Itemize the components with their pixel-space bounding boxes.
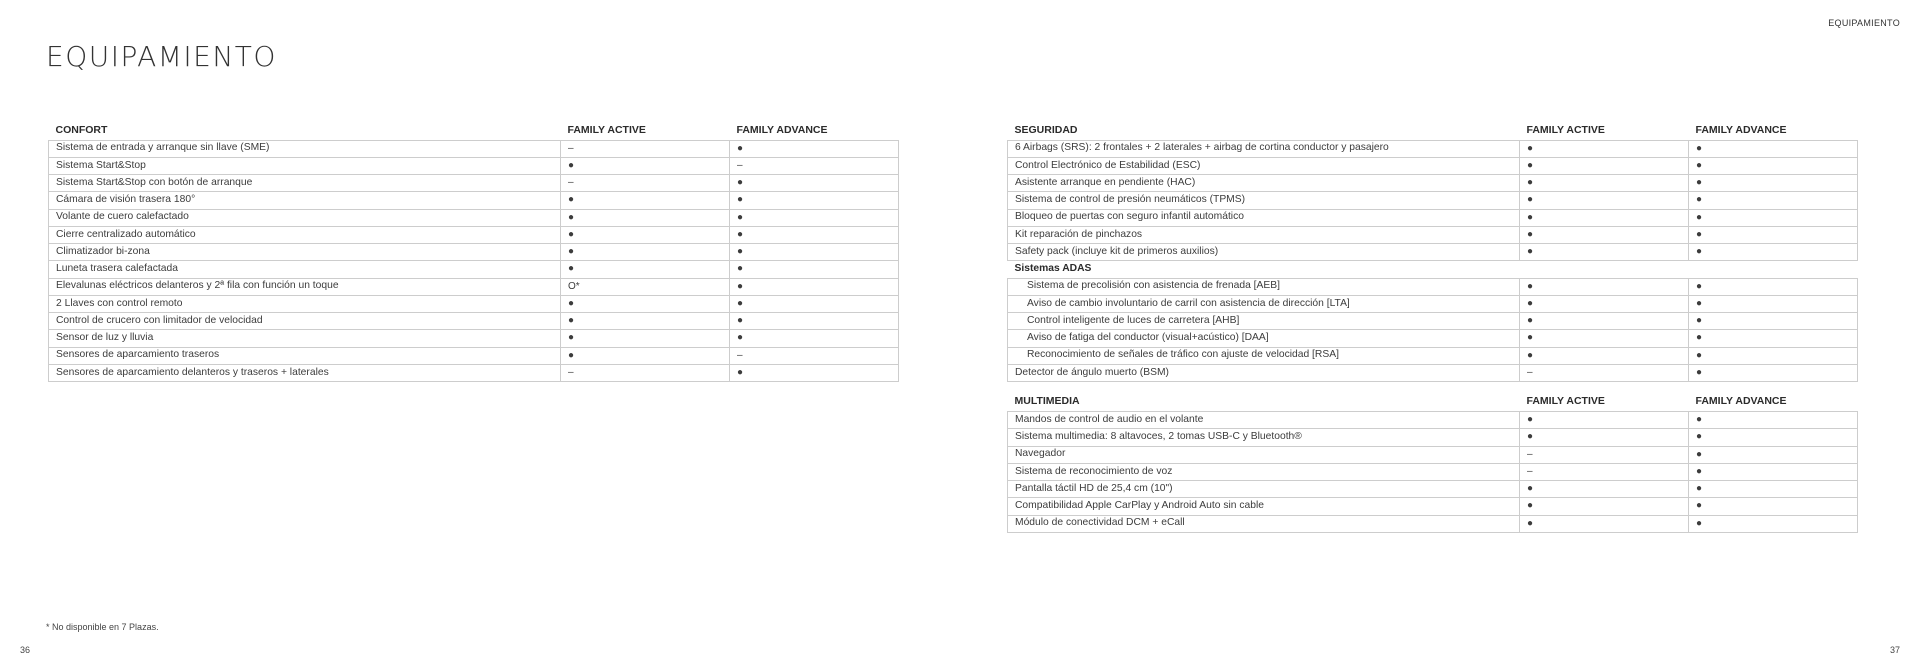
table-row (49, 330, 899, 347)
family-advance-value: ● (1689, 481, 1858, 498)
family-advance-value: ● (730, 261, 899, 278)
feature-label: Detector de ángulo muerto (BSM) (1008, 364, 1520, 381)
feature-label: Climatizador bi-zona (49, 244, 561, 261)
family-advance-value: ● (1689, 347, 1858, 364)
family-advance-value: – (730, 347, 899, 364)
multimedia-body (1008, 390, 1858, 533)
family-active-value: – (1520, 364, 1689, 381)
family-advance-value: ● (1689, 226, 1858, 243)
family-active-value: ● (561, 209, 730, 226)
table-row (49, 347, 899, 364)
family-active-value: ● (1520, 157, 1689, 174)
table-row (49, 261, 899, 278)
feature-label: Sistema de entrada y arranque sin llave (SME) (49, 140, 561, 157)
feature-label: Luneta trasera calefactada (49, 261, 561, 278)
seguridad-col-family-advance: FAMILY ADVANCE (1695, 123, 1787, 136)
family-advance-value: ● (730, 192, 899, 209)
table-row (1008, 209, 1858, 226)
family-active-value: ● (561, 313, 730, 330)
family-active-value: ● (1520, 226, 1689, 243)
confort-table (48, 118, 899, 382)
table-row (1008, 175, 1858, 192)
feature-label: Control Electrónico de Estabilidad (ESC) (1008, 157, 1520, 174)
feature-label: Safety pack (incluye kit de primeros auxilios) (1008, 244, 1520, 261)
seguridad-body (1008, 140, 1858, 390)
feature-label: Elevalunas eléctricos delanteros y 2ª fila con función un toque (49, 278, 561, 295)
family-advance-value: ● (1689, 175, 1858, 192)
family-advance-value: ● (730, 140, 899, 157)
feature-label: Sistema Start&Stop (49, 157, 561, 174)
confort-col-family-active: FAMILY ACTIVE (567, 123, 646, 136)
family-advance-value: ● (1689, 157, 1858, 174)
family-active-value: ● (1520, 140, 1689, 157)
table-row (1008, 429, 1858, 446)
adas-group-row (1008, 261, 1858, 278)
feature-label: Sistema de precolisión con asistencia de frenada [AEB] (1008, 278, 1520, 295)
table-row (49, 192, 899, 209)
family-advance-value: ● (730, 244, 899, 261)
family-active-value: O* (561, 278, 730, 295)
feature-label: Cierre centralizado automático (49, 226, 561, 243)
family-advance-value: ● (1689, 278, 1858, 295)
family-advance-value: ● (1689, 364, 1858, 381)
feature-label: Asistente arranque en pendiente (HAC) (1008, 175, 1520, 192)
multimedia-col-family-advance: FAMILY ADVANCE (1695, 395, 1787, 407)
section-spacer (1008, 382, 1858, 390)
feature-label: Control de crucero con limitador de velocidad (49, 313, 561, 330)
confort-section-title: CONFORT (55, 123, 108, 136)
family-advance-value: – (730, 157, 899, 174)
family-advance-value: ● (730, 295, 899, 312)
family-active-value: – (561, 364, 730, 381)
page-title: EQUIPAMIENTO (46, 40, 277, 73)
table-row (49, 295, 899, 312)
feature-label: Pantalla táctil HD de 25,4 cm (10") (1008, 481, 1520, 498)
seguridad-header-row (1008, 118, 1858, 140)
family-active-value: ● (1520, 244, 1689, 261)
table-row (1008, 481, 1858, 498)
family-advance-value: ● (1689, 498, 1858, 515)
family-active-value: ● (1520, 295, 1689, 312)
table-row (49, 175, 899, 192)
table-row (1008, 446, 1858, 463)
family-advance-value: ● (730, 330, 899, 347)
adas-group-title: Sistemas ADAS (1014, 263, 1092, 275)
family-active-value: ● (561, 244, 730, 261)
table-row (49, 226, 899, 243)
table-row (1008, 515, 1858, 532)
table-row (1008, 412, 1858, 429)
family-active-value: ● (1520, 313, 1689, 330)
feature-label: Módulo de conectividad DCM + eCall (1008, 515, 1520, 532)
family-active-value: ● (1520, 330, 1689, 347)
feature-label: Reconocimiento de señales de tráfico con ajuste de velocidad [RSA] (1008, 347, 1520, 364)
family-advance-value: ● (1689, 140, 1858, 157)
table-row (1008, 330, 1858, 347)
family-active-value: – (1520, 446, 1689, 463)
table-row (1008, 157, 1858, 174)
family-advance-value: ● (1689, 209, 1858, 226)
feature-label: Compatibilidad Apple CarPlay y Android Auto sin cable (1008, 498, 1520, 515)
feature-label: Control inteligente de luces de carretera [AHB] (1008, 313, 1520, 330)
family-advance-value: ● (1689, 463, 1858, 480)
table-row (1008, 313, 1858, 330)
table-row (1008, 463, 1858, 480)
family-active-value: ● (1520, 209, 1689, 226)
table-row (1008, 140, 1858, 157)
seguridad-col-family-active: FAMILY ACTIVE (1526, 123, 1605, 136)
table-row (1008, 192, 1858, 209)
feature-label: Sensores de aparcamiento delanteros y traseros + laterales (49, 364, 561, 381)
multimedia-section-title: MULTIMEDIA (1014, 395, 1080, 407)
family-advance-value: ● (730, 313, 899, 330)
family-active-value: ● (561, 261, 730, 278)
feature-label: Sensores de aparcamiento traseros (49, 347, 561, 364)
table-row (49, 140, 899, 157)
feature-label: 2 Llaves con control remoto (49, 295, 561, 312)
family-advance-value: ● (730, 226, 899, 243)
family-active-value: ● (1520, 192, 1689, 209)
family-advance-value: ● (1689, 446, 1858, 463)
confort-col-family-advance: FAMILY ADVANCE (736, 123, 828, 136)
table-row (1008, 295, 1858, 312)
family-active-value: ● (1520, 412, 1689, 429)
feature-label: Sistema Start&Stop con botón de arranque (49, 175, 561, 192)
feature-label: Sistema de control de presión neumáticos (TPMS) (1008, 192, 1520, 209)
family-active-value: – (1520, 463, 1689, 480)
table-row (49, 364, 899, 381)
table-row (1008, 244, 1858, 261)
family-active-value: ● (561, 157, 730, 174)
feature-label: Mandos de control de audio en el volante (1008, 412, 1520, 429)
table-row (1008, 347, 1858, 364)
table-row (49, 278, 899, 295)
family-active-value: – (561, 140, 730, 157)
family-active-value: ● (1520, 429, 1689, 446)
feature-label: Bloqueo de puertas con seguro infantil automático (1008, 209, 1520, 226)
family-active-value: ● (561, 295, 730, 312)
family-advance-value: ● (730, 175, 899, 192)
family-advance-value: ● (730, 364, 899, 381)
family-advance-value: ● (1689, 429, 1858, 446)
confort-body (49, 140, 899, 382)
page-number-left: 36 (20, 645, 31, 655)
family-advance-value: ● (730, 278, 899, 295)
family-active-value: ● (1520, 175, 1689, 192)
feature-label: Kit reparación de pinchazos (1008, 226, 1520, 243)
family-active-value: ● (1520, 498, 1689, 515)
family-advance-value: ● (1689, 330, 1858, 347)
family-advance-value: ● (1689, 313, 1858, 330)
family-active-value: ● (1520, 481, 1689, 498)
family-active-value: ● (1520, 347, 1689, 364)
confort-header-row (49, 118, 899, 140)
multimedia-col-family-active: FAMILY ACTIVE (1526, 395, 1605, 407)
family-active-value: – (561, 175, 730, 192)
table-row (49, 157, 899, 174)
family-advance-value: ● (1689, 244, 1858, 261)
seguridad-section-title: SEGURIDAD (1014, 123, 1078, 136)
table-row (1008, 498, 1858, 515)
feature-label: Aviso de fatiga del conductor (visual+acústico) [DAA] (1008, 330, 1520, 347)
table-row (1008, 364, 1858, 381)
multimedia-header-row (1008, 390, 1858, 412)
family-active-value: ● (1520, 278, 1689, 295)
feature-label: Cámara de visión trasera 180° (49, 192, 561, 209)
family-active-value: ● (561, 330, 730, 347)
footnote: * No disponible en 7 Plazas. (46, 622, 159, 632)
feature-label: Volante de cuero calefactado (49, 209, 561, 226)
page-number-right: 37 (1889, 645, 1900, 655)
feature-label: Navegador (1008, 446, 1520, 463)
family-active-value: ● (561, 226, 730, 243)
family-advance-value: ● (1689, 192, 1858, 209)
family-active-value: ● (561, 347, 730, 364)
feature-label: Aviso de cambio involuntario de carril con asistencia de dirección [LTA] (1008, 295, 1520, 312)
feature-label: Sistema de reconocimiento de voz (1008, 463, 1520, 480)
feature-label: Sistema multimedia: 8 altavoces, 2 tomas USB-C y Bluetooth® (1008, 429, 1520, 446)
family-active-value: ● (1520, 515, 1689, 532)
family-advance-value: ● (730, 209, 899, 226)
family-advance-value: ● (1689, 412, 1858, 429)
section-spacer-cell (1008, 382, 1858, 390)
family-advance-value: ● (1689, 295, 1858, 312)
feature-label: 6 Airbags (SRS): 2 frontales + 2 laterales + airbag de cortina conductor y pasajero (1008, 140, 1520, 157)
family-advance-value: ● (1689, 515, 1858, 532)
running-header: EQUIPAMIENTO (1828, 18, 1900, 28)
table-row (49, 313, 899, 330)
table-row (1008, 278, 1858, 295)
feature-label: Sensor de luz y lluvia (49, 330, 561, 347)
table-row (49, 244, 899, 261)
table-row (49, 209, 899, 226)
seguridad-multimedia-table (1007, 118, 1858, 533)
table-row (1008, 226, 1858, 243)
family-active-value: ● (561, 192, 730, 209)
